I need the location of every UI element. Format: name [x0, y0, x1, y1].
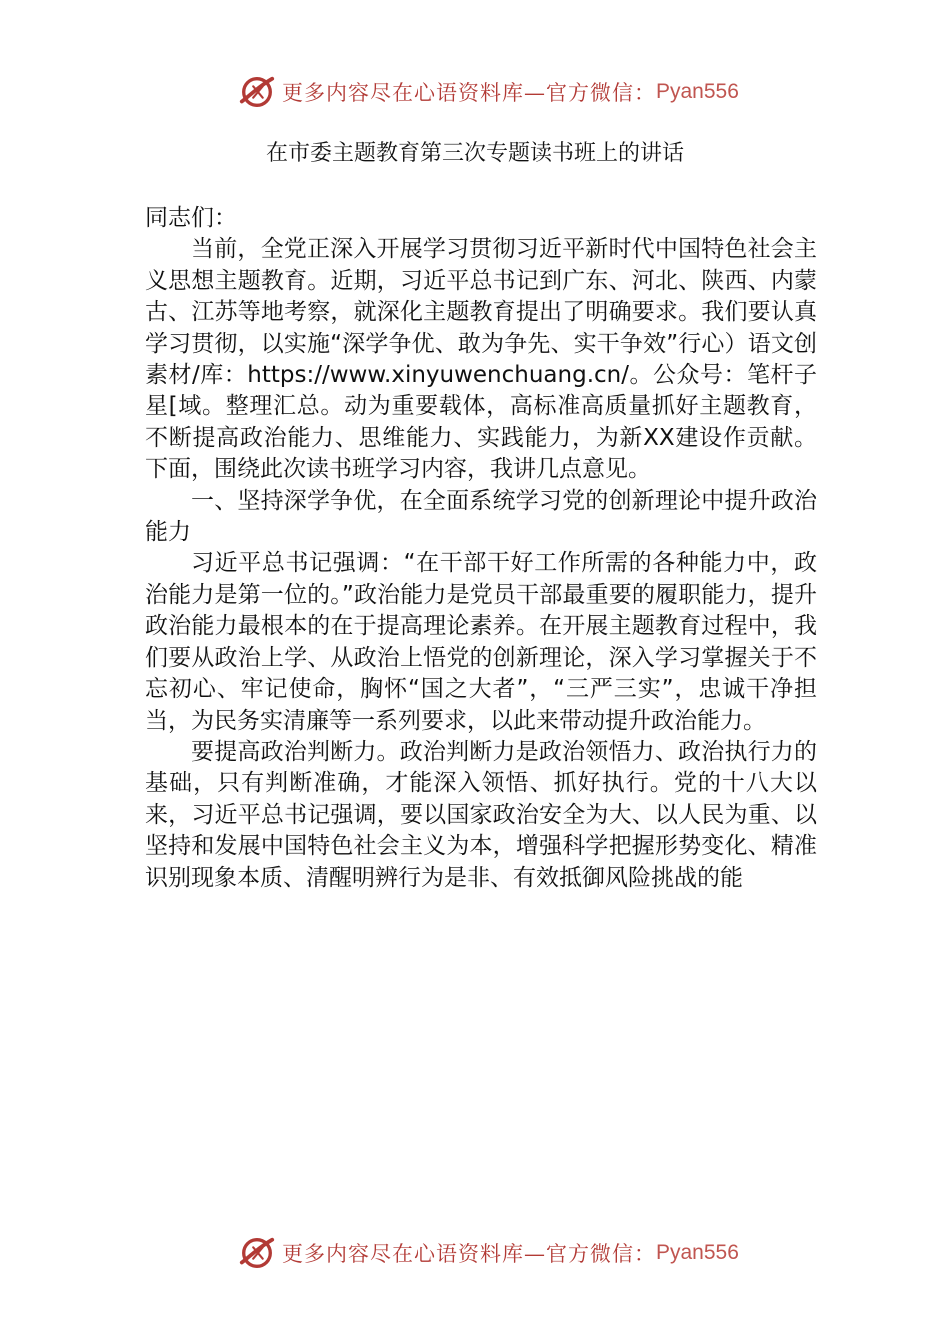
wechat-id: Pyan556 [656, 1241, 739, 1264]
brush-circle-logo-icon [238, 73, 276, 111]
brush-circle-logo-icon [238, 1234, 276, 1272]
paragraph: 当前，全党正深入开展学习贯彻习近平新时代中国特色社会主义思想主题教育。近期，习近平总书记到广东、河北、陕西、内蒙古、江苏等地考察，就深化主题教育提出了明确要求。我们要认真学习贯彻，以实施“深学争优、敢为争先、实干争效”行心）语文创素材/库：https://www.xinyuwenchuang.cn/。公众号：笔杆子星[域。整理汇总。动为重要载体，高标准高质量抓好主题教育，不断提高政治能力、思维能力、实践能力，为新XX建设作贡献。下面，围绕此次读书班学习内容，我讲几点意见。 [145, 236, 817, 483]
footer-banner [238, 1233, 739, 1273]
banner-text: 更多内容尽在心语资料库—官方微信： [282, 81, 656, 105]
document-body [145, 203, 817, 894]
page-title: 在市委主题教育第三次专题读书班上的讲话 [265, 141, 684, 166]
paragraph: 要提高政治判断力。政治判断力是政治领悟力、政治执行力的基础，只有判断准确，才能深入领悟、抓好执行。党的十八大以来，习近平总书记强调，要以国家政治安全为大、以人民为重、以坚持和发展中国特色社会主义为本，增强科学把握形势变化、精准识别现象本质、清醒明辨行为是非、有效抵御风险挑战的能 [145, 738, 817, 891]
paragraph: 习近平总书记强调：“在干部干好工作所需的各种能力中，政治能力是第一位的。”政治能力是党员干部最重要的履职能力，提升政治能力最根本的在于提高理论素养。在开展主题教育过程中，我们要从政治上学、从政治上悟党的创新理论，深入学习掌握关于不忘初心、牢记使命，胸怀“国之大者”，“三严三实”，忠诚干净担当，为民务实清廉等一系列要求，以此来带动提升政治能力。 [145, 550, 817, 734]
section-heading: 一、坚持深学争优，在全面系统学习党的创新理论中提升政治能力 [145, 487, 817, 546]
header-banner [238, 72, 739, 112]
banner-text: 更多内容尽在心语资料库—官方微信： [282, 1242, 656, 1266]
wechat-id: Pyan556 [656, 80, 739, 103]
salutation: 同志们： [145, 205, 237, 231]
